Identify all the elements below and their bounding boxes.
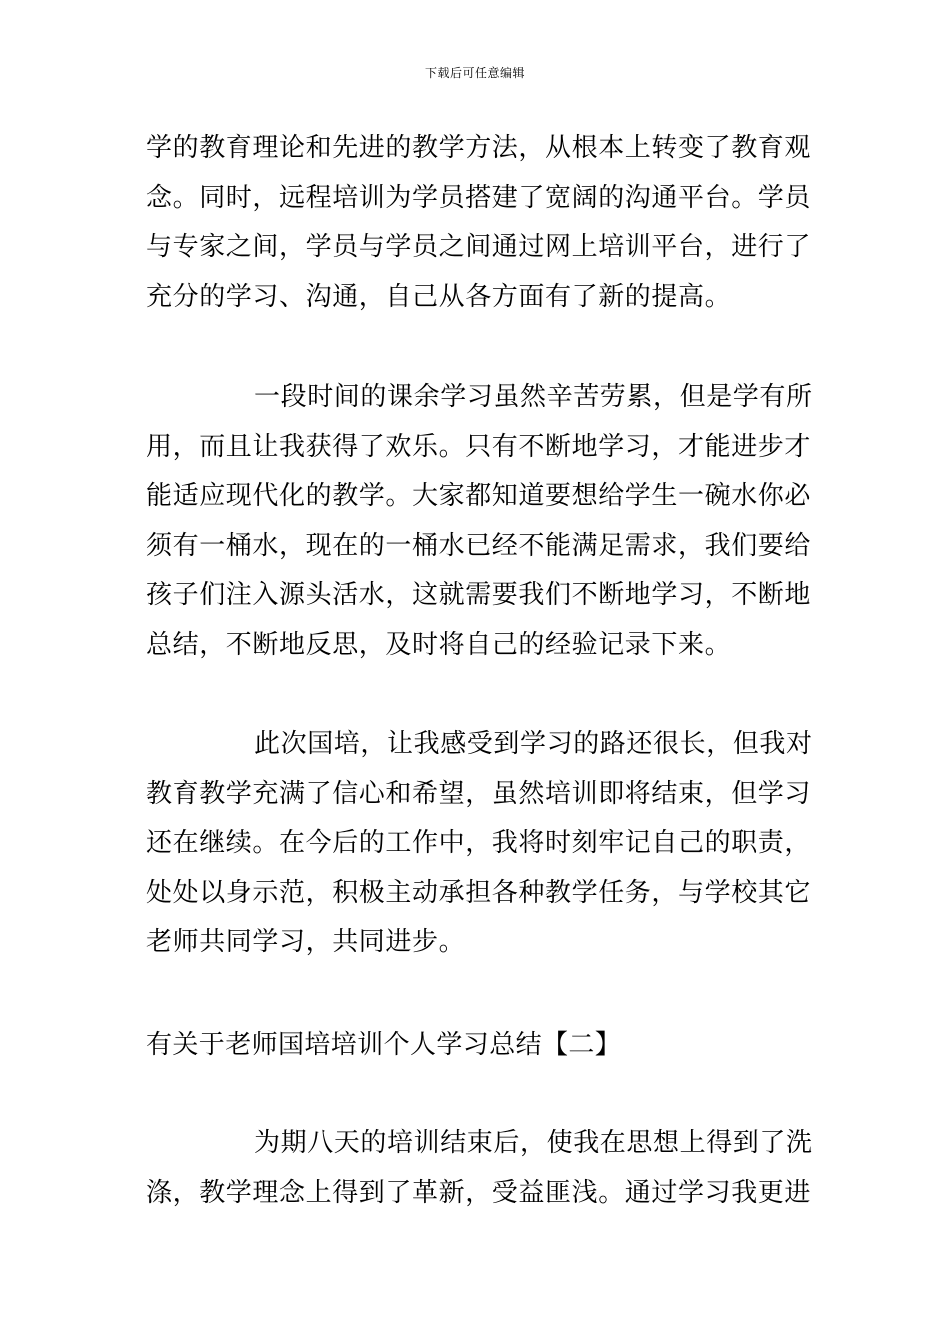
page-header: 下载后可任意编辑 [424, 66, 525, 80]
paragraph-line: 此次国培，让我感受到学习的路还很长，但我对 [254, 729, 813, 759]
paragraph-line: 教育教学充满了信心和希望，虽然培训即将结束，但学习 [146, 778, 812, 809]
paragraph-line: 孩子们注入源头活水，这就需要我们不断地学习，不断地 [146, 580, 812, 610]
paragraph-4 [146, 1119, 813, 1218]
paragraph-line: 一段时间的课余学习虽然辛苦劳累，但是学有所 [254, 382, 813, 412]
paragraph-line: 老师共同学习，共同进步。 [146, 927, 466, 957]
paragraph-1 [146, 124, 811, 322]
paragraph-line: 处处以身示范，积极主动承担各种教学任务，与学校其它 [146, 877, 812, 908]
paragraph-line: 念。同时，远程培训为学员搭建了宽阔的沟通平台。学员 [146, 182, 812, 213]
paragraph-line: 与专家之间，学员与学员之间通过网上培训平台，进行了 [146, 232, 812, 262]
paragraph-line: 还在继续。在今后的工作中，我将时刻牢记自己的职责， [146, 828, 812, 858]
paragraph-2 [146, 373, 813, 670]
paragraph-line: 用，而且让我获得了欢乐。只有不断地学习，才能进步才 [146, 431, 812, 462]
paragraph-3 [146, 720, 813, 968]
paragraph-line: 学的教育理论和先进的教学方法，从根本上转变了教育观 [146, 133, 812, 163]
paragraph-line: 充分的学习、沟通，自己从各方面有了新的提高。 [146, 281, 732, 312]
section-heading: 有关于老师国培培训个人学习总结【二】 [146, 1030, 622, 1060]
paragraph-line: 须有一桶水，现在的一桶水已经不能满足需求，我们要给 [146, 530, 812, 561]
paragraph-line: 能适应现代化的教学。大家都知道要想给学生一碗水你必 [146, 481, 812, 511]
paragraph-line: 涤，教学理念上得到了革新，受益匪浅。通过学习我更进 [146, 1177, 812, 1208]
paragraph-line: 为期八天的培训结束后，使我在思想上得到了洗 [254, 1128, 813, 1158]
paragraph-line: 总结，不断地反思，及时将自己的经验记录下来。 [146, 629, 732, 660]
